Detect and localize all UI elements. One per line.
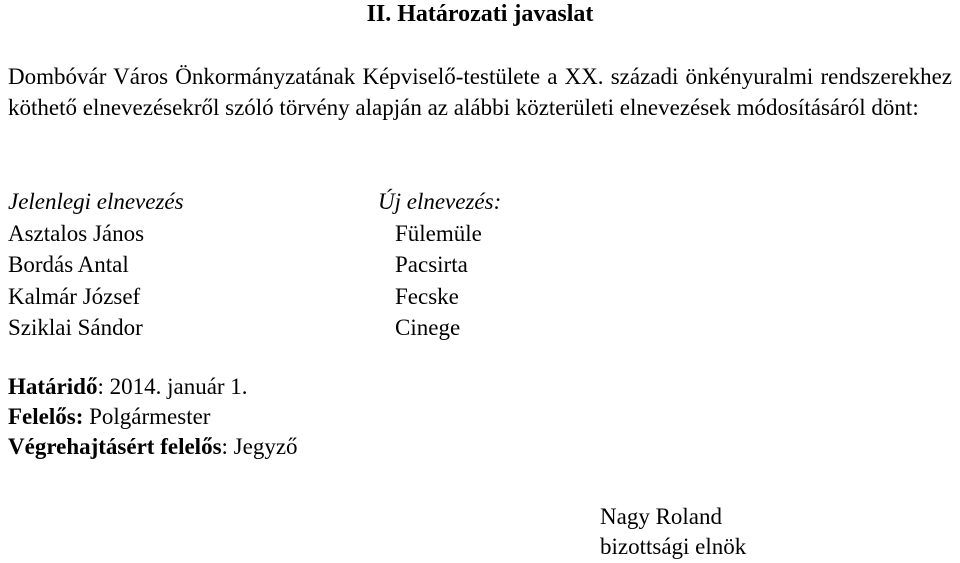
current-names-heading: Jelenlegi elnevezés (8, 189, 184, 214)
deadline-label: Határidő (8, 374, 98, 399)
responsible-value: Polgármester (83, 404, 211, 429)
current-name-item: Sziklai Sándor (8, 315, 143, 340)
new-name-item: Fecske (395, 283, 459, 309)
new-name-item: Pacsirta (395, 252, 468, 277)
signatory-role: bizottsági elnök (600, 534, 747, 559)
resolution-paragraph: Dombóvár Város Önkormányzatának Képviselő-testülete a XX. századi önkényuralmi rendszerekhez köthető elnevezésekről szóló törvény alapján az alábbi közterületi elnevezések módosításáról dönt: (8, 64, 952, 120)
new-names-heading: Új elnevezés: (378, 189, 502, 214)
executor-value: : Jegyző (221, 434, 298, 459)
new-name-item: Cinege (395, 315, 461, 340)
resolution-meta (8, 372, 298, 462)
new-name-item: Fülemüle (395, 220, 482, 246)
deadline-line (8, 372, 298, 402)
deadline-value: : 2014. január 1. (97, 374, 248, 399)
executor-label: Végrehajtásért felelős (8, 434, 222, 459)
new-names-column (378, 186, 678, 344)
signature-block (600, 502, 746, 562)
current-name-item: Asztalos János (8, 220, 145, 246)
current-name-item: Kalmár József (8, 283, 141, 309)
document-title: II. Határozati javaslat (366, 1, 594, 27)
responsible-label: Felelős: (8, 404, 84, 429)
current-names-column (8, 186, 368, 344)
signatory-name: Nagy Roland (600, 504, 723, 529)
current-name-item: Bordás Antal (8, 252, 129, 277)
responsible-line (8, 402, 298, 432)
executor-line (8, 432, 298, 462)
